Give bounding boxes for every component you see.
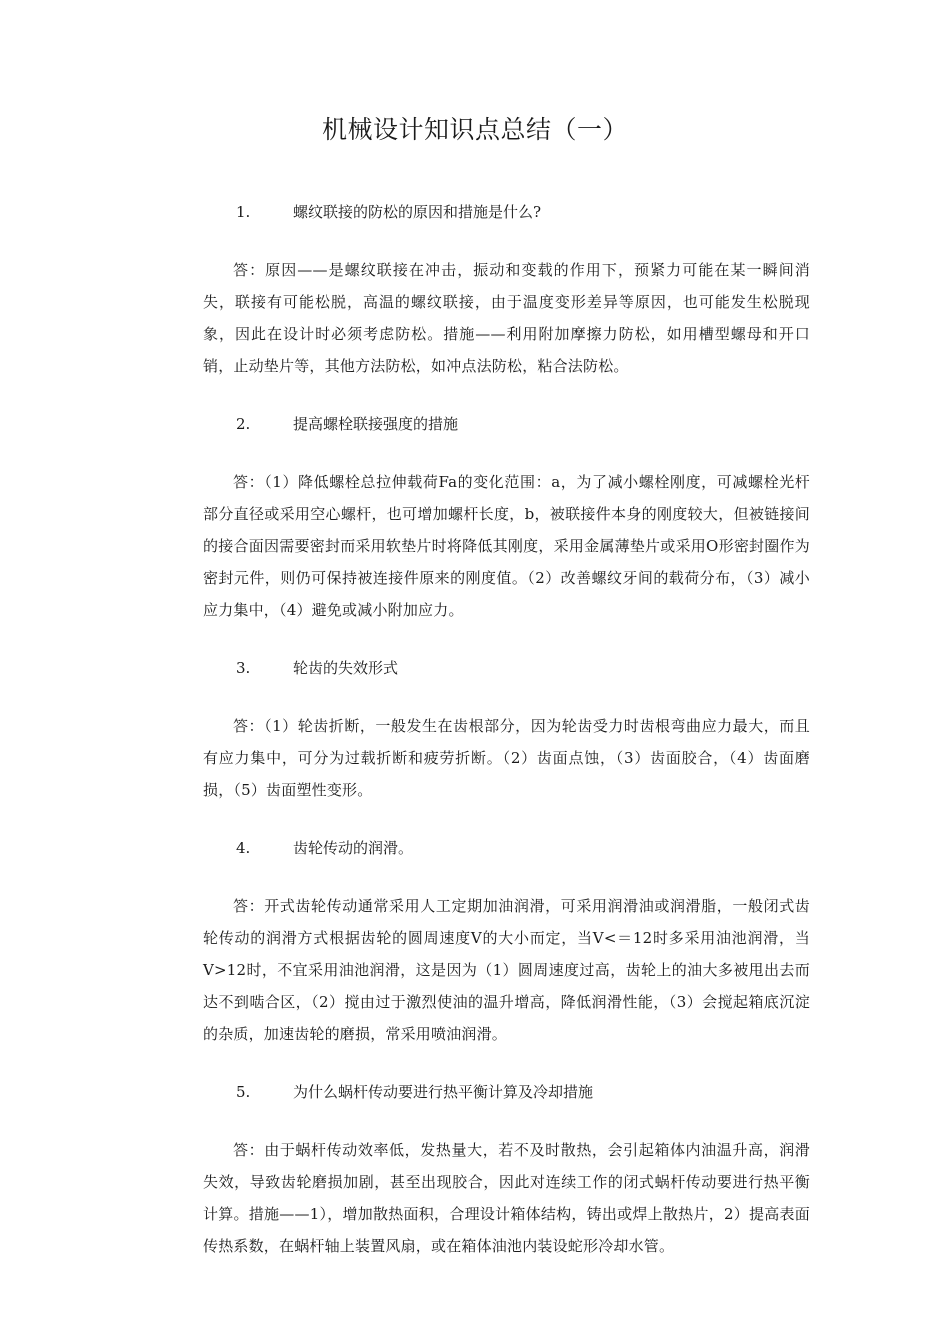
question-text: 齿轮传动的润滑。 <box>293 839 414 857</box>
qa-item-4 <box>203 832 810 1050</box>
question-text: 轮齿的失效形式 <box>293 659 399 677</box>
question-text: 螺纹联接的防松的原因和措施是什么? <box>293 203 542 221</box>
answer-2: 答：（1）降低螺栓总拉伸载荷Fa的变化范围：a，为了减小螺栓刚度，可减螺栓光杆部分直径或采用空心螺杆，也可增加螺杆长度，b，被联接件本身的刚度较大，但被链接间的接合面因需要密封而采用软垫片时将降低其刚度，采用金属薄垫片或采用O形密封圈作为密封元件，则仍可保持被连接件原来的刚度值。（2）改善螺纹牙间的载荷分布，（3）减小应力集中，（4）避免或减小附加应力。 <box>203 473 810 619</box>
question-number: 5. <box>236 1083 251 1101</box>
answer-5: 答：由于蜗杆传动效率低，发热量大，若不及时散热，会引起箱体内油温升高，润滑失效，导致齿轮磨损加剧，甚至出现胶合，因此对连续工作的闭式蜗杆传动要进行热平衡计算。措施——1），增加散热面积，合理设计箱体结构，铸出或焊上散热片，2）提高表面传热系数，在蜗杆轴上装置风扇，或在箱体油池内装设蛇形冷却水管。 <box>203 1141 810 1255</box>
answer-3: 答：（1）轮齿折断，一般发生在齿根部分，因为轮齿受力时齿根弯曲应力最大，而且有应力集中，可分为过载折断和疲劳折断。（2）齿面点蚀，（3）齿面胶合，（4）齿面磨损，（5）齿面塑性变形。 <box>203 717 810 799</box>
question-3 <box>203 652 810 684</box>
question-number: 1. <box>236 203 251 221</box>
question-4 <box>203 832 810 864</box>
question-number: 3. <box>236 659 251 677</box>
qa-item-3 <box>203 652 810 806</box>
question-text: 提高螺栓联接强度的措施 <box>293 415 459 433</box>
question-number: 2. <box>236 415 251 433</box>
document-title: 机械设计知识点总结（一） <box>321 115 628 144</box>
answer-4: 答：开式齿轮传动通常采用人工定期加油润滑，可采用润滑油或润滑脂，一般闭式齿轮传动的润滑方式根据齿轮的圆周速度V的大小而定，当V<＝12时多采用油池润滑，当V>12时，不宜采用油池润滑，这是因为（1）圆周速度过高，齿轮上的油大多被甩出去而达不到啮合区，（2）搅由过于激烈使油的温升增高，降低润滑性能，（3）会搅起箱底沉淀的杂质，加速齿轮的磨损，常采用喷油润滑。 <box>203 897 810 1043</box>
qa-item-2 <box>203 408 810 626</box>
question-1 <box>203 196 810 228</box>
question-text: 为什么蜗杆传动要进行热平衡计算及冷却措施 <box>293 1083 594 1101</box>
answer-1: 答：原因——是螺纹联接在冲击，振动和变载的作用下，预紧力可能在某一瞬间消失，联接有可能松脱，高温的螺纹联接，由于温度变形差异等原因，也可能发生松脱现象，因此在设计时必须考虑防松。措施——利用附加摩擦力防松，如用槽型螺母和开口销，止动垫片等，其他方法防松，如冲点法防松，粘合法防松。 <box>203 261 810 375</box>
document-body <box>203 196 810 1262</box>
question-2 <box>203 408 810 440</box>
question-5 <box>203 1076 810 1108</box>
qa-item-5 <box>203 1076 810 1262</box>
qa-item-1 <box>203 196 810 382</box>
question-number: 4. <box>236 839 251 857</box>
